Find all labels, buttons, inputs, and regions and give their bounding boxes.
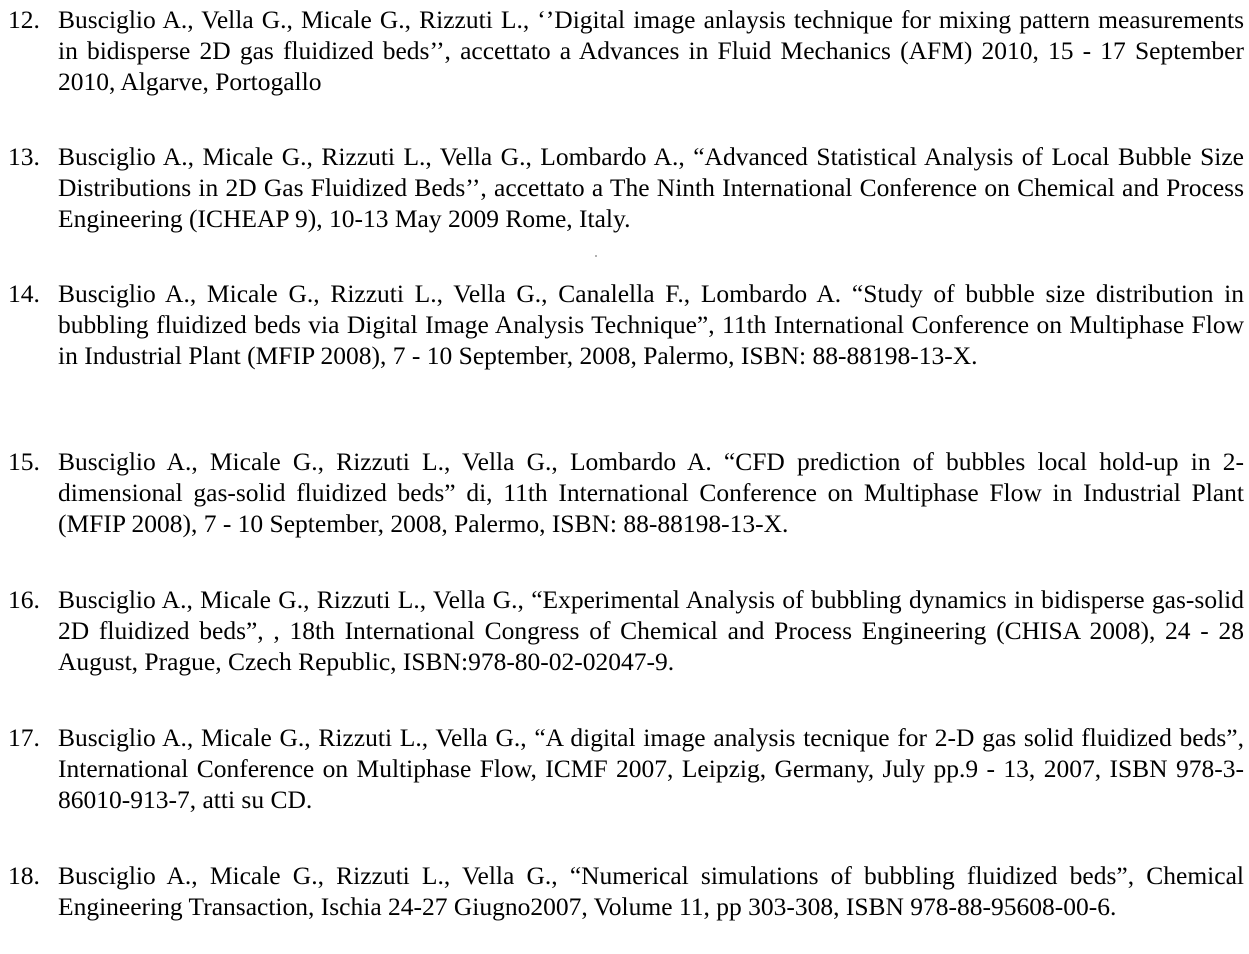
reference-text: Busciglio A., Micale G., Rizzuti L., Vella G., Canalella F., Lombardo A. “Study of bubble size distribution in bubbling fluidized beds via Digital Image Analysis Technique”, 11th International Conference on Multiphase Flow in Industrial Plant (MFIP 2008), 7 - 10 September, 2008, Palermo, ISBN: 88-88198-13-X. bbox=[58, 279, 1244, 370]
reference-text: Busciglio A., Micale G., Rizzuti L., Vella G., “Experimental Analysis of bubbling dynamics in bidisperse gas-solid 2D fluidized beds”, , 18th International Congress of Chemical and Process Engineering (CHISA 2008), 24 - 28 August, Prague, Czech Republic, ISBN:978-80-02-02047-9. bbox=[58, 585, 1244, 676]
reference-item bbox=[8, 722, 1244, 815]
reference-item bbox=[8, 584, 1244, 677]
reference-item bbox=[8, 860, 1244, 922]
reference-item bbox=[8, 4, 1244, 97]
reference-item bbox=[8, 278, 1244, 371]
reference-number: 12. bbox=[8, 5, 40, 34]
scan-speck bbox=[595, 255, 597, 257]
reference-number: 18. bbox=[8, 861, 40, 890]
reference-number: 14. bbox=[8, 279, 40, 308]
reference-item bbox=[8, 141, 1244, 234]
reference-number: 17. bbox=[8, 723, 40, 752]
reference-number: 15. bbox=[8, 447, 40, 476]
reference-text: Busciglio A., Micale G., Rizzuti L., Vella G., “A digital image analysis tecnique for 2-D gas solid fluidized beds”, International Conference on Multiphase Flow, ICMF 2007, Leipzig, Germany, July pp.9 - 13, 2007, ISBN 978-3-86010-913-7, atti su CD. bbox=[58, 723, 1244, 814]
reference-text: Busciglio A., Micale G., Rizzuti L., Vella G., Lombardo A. “CFD prediction of bubbles local hold-up in 2-dimensional gas-solid fluidized beds” di, 11th International Conference on Multiphase Flow in Industrial Plant (MFIP 2008), 7 - 10 September, 2008, Palermo, ISBN: 88-88198-13-X. bbox=[58, 447, 1244, 538]
reference-number: 16. bbox=[8, 585, 40, 614]
reference-text: Busciglio A., Vella G., Micale G., Rizzuti L., ‘’Digital image anlaysis technique for mixing pattern measurements in bidisperse 2D gas fluidized beds’’, accettato a Advances in Fluid Mechanics (AFM) 2010, 15 - 17 September 2010, Algarve, Portogallo bbox=[58, 5, 1244, 96]
reference-number: 13. bbox=[8, 142, 40, 171]
reference-text: Busciglio A., Micale G., Rizzuti L., Vella G., “Numerical simulations of bubbling fluidized beds”, Chemical Engineering Transaction, Ischia 24-27 Giugno2007, Volume 11, pp 303-308, ISBN 978-88-95608-00-6. bbox=[58, 861, 1244, 921]
reference-text: Busciglio A., Micale G., Rizzuti L., Vella G., Lombardo A., “Advanced Statistical Analysis of Local Bubble Size Distributions in 2D Gas Fluidized Beds’’, accettato a The Ninth International Conference on Chemical and Process Engineering (ICHEAP 9), 10-13 May 2009 Rome, Italy. bbox=[58, 142, 1244, 233]
reference-item bbox=[8, 446, 1244, 539]
